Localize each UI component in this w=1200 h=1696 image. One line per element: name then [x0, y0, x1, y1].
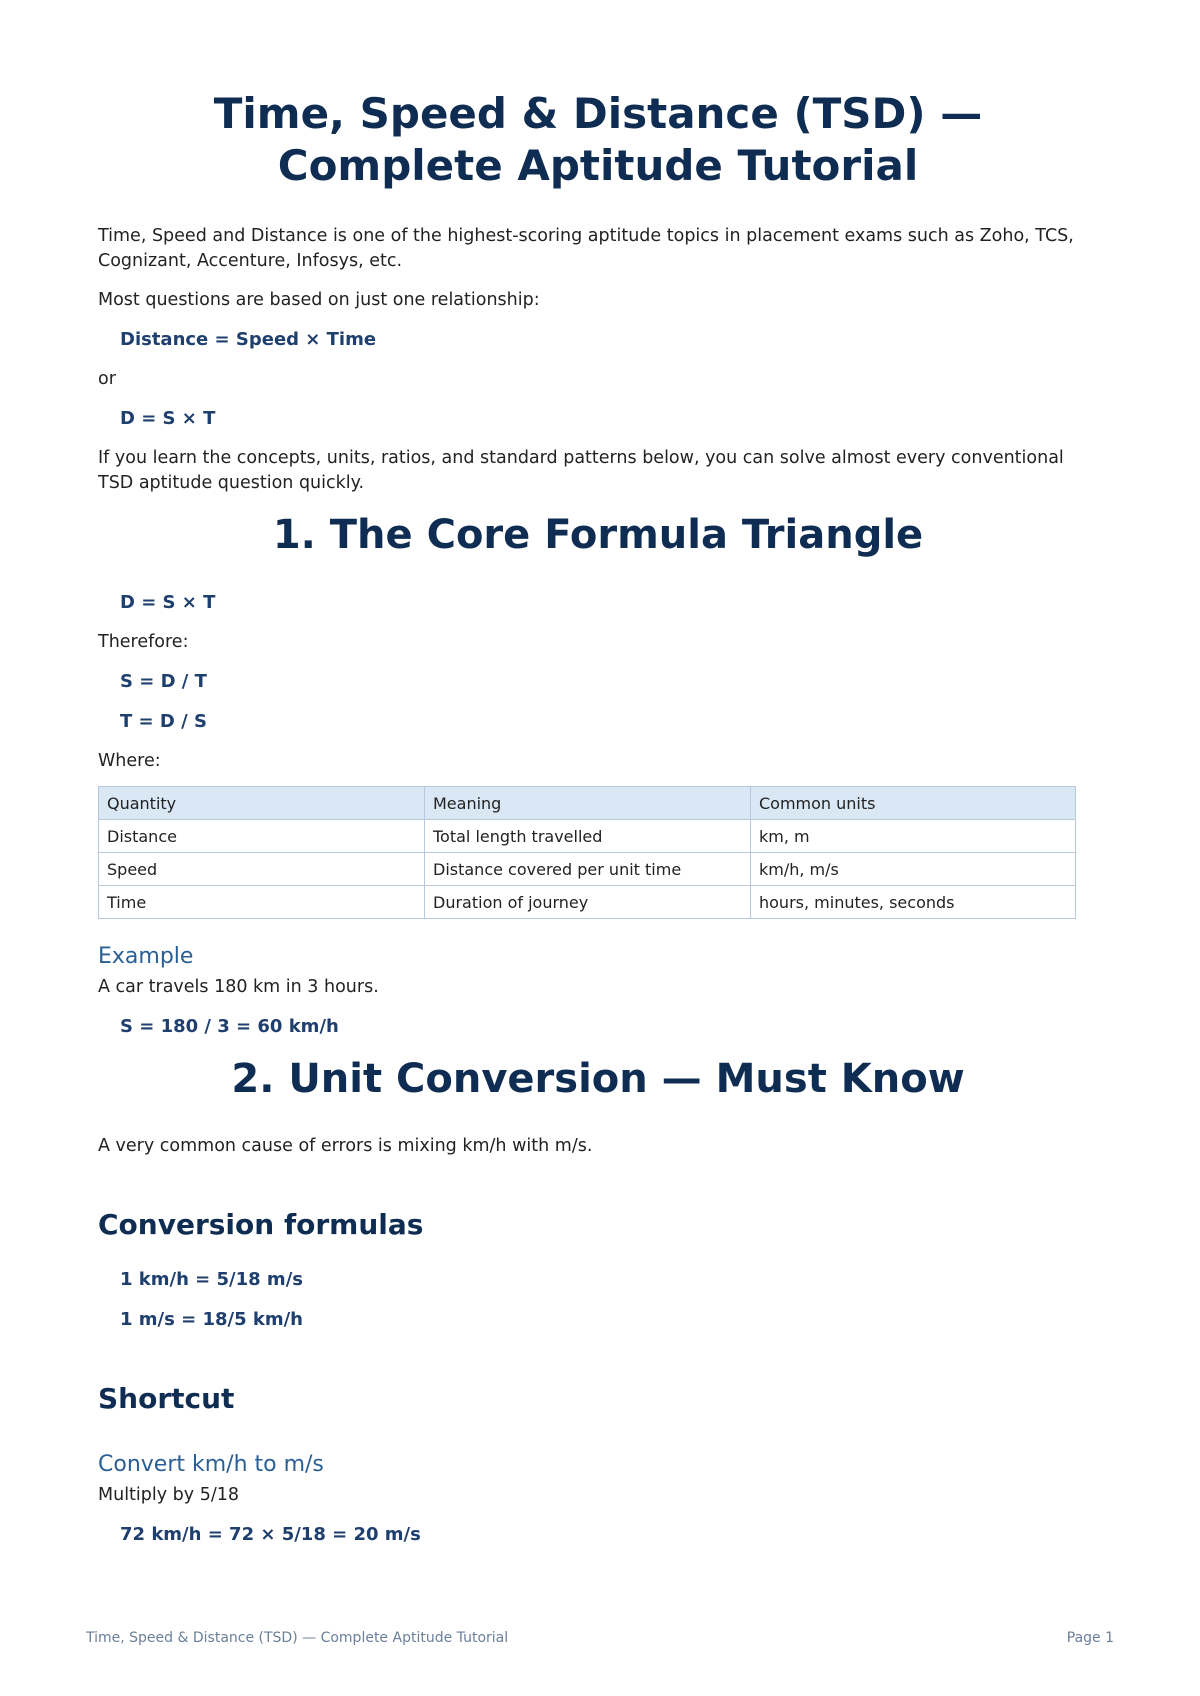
- table-cell: km/h, m/s: [751, 853, 1076, 886]
- shortcut-heading: Shortcut: [98, 1382, 235, 1415]
- or-text: or: [98, 369, 116, 389]
- section-2-intro: A very common cause of errors is mixing km/h with m/s.: [98, 1136, 593, 1156]
- where-text: Where:: [98, 751, 161, 771]
- formula-speed: S = D / T: [120, 671, 207, 692]
- example-text: A car travels 180 km in 3 hours.: [98, 977, 379, 997]
- table-header-cell: Common units: [751, 787, 1076, 820]
- table-cell: Speed: [99, 853, 425, 886]
- footer-title: Time, Speed & Distance (TSD) — Complete Aptitude Tutorial: [86, 1630, 509, 1646]
- table-cell: Distance: [99, 820, 425, 853]
- intro-closing-paragraph: If you learn the concepts, units, ratios, and standard patterns below, you can solve almost every conventional TSD aptitude question quickly.: [98, 448, 1064, 493]
- example-heading: Example: [98, 944, 194, 969]
- intro-paragraph: Time, Speed and Distance is one of the highest-scoring aptitude topics in placement exams such as Zoho, TCS, Cognizant, Accenture, Infosys, etc.: [98, 226, 1074, 271]
- example-formula: S = 180 / 3 = 60 km/h: [120, 1016, 339, 1037]
- intro-relationship-text: Most questions are based on just one relationship:: [98, 290, 540, 310]
- formula-kmh-to-ms: 1 km/h = 5/18 m/s: [120, 1269, 303, 1290]
- quantities-table: [98, 786, 1076, 919]
- multiply-text: Multiply by 5/18: [98, 1485, 239, 1505]
- formula-time: T = D / S: [120, 711, 207, 732]
- table-cell: Distance covered per unit time: [425, 853, 751, 886]
- table-cell: Duration of journey: [425, 886, 751, 919]
- formula-d-main: D = S × T: [120, 592, 216, 613]
- page-number: Page 1: [1066, 1630, 1114, 1646]
- table-header-cell: Quantity: [99, 787, 425, 820]
- table-row: [99, 853, 1076, 886]
- formula-ms-to-kmh: 1 m/s = 18/5 km/h: [120, 1309, 303, 1330]
- section-2-heading: 2. Unit Conversion — Must Know: [231, 1056, 965, 1102]
- section-1-heading: 1. The Core Formula Triangle: [272, 512, 924, 558]
- convert-kmh-to-ms-heading: Convert km/h to m/s: [98, 1452, 324, 1477]
- table-cell: Total length travelled: [425, 820, 751, 853]
- page-content: [98, 88, 1098, 1562]
- formula-distance-words: Distance = Speed × Time: [120, 329, 377, 350]
- table-cell: Time: [99, 886, 425, 919]
- conversion-formulas-heading: Conversion formulas: [98, 1208, 424, 1241]
- document-title: Time, Speed & Distance (TSD) — Complete Aptitude Tutorial: [213, 89, 983, 190]
- table-cell: km, m: [751, 820, 1076, 853]
- table-row: [99, 886, 1076, 919]
- table-header-cell: Meaning: [425, 787, 751, 820]
- therefore-text: Therefore:: [98, 632, 189, 652]
- conversion-example-formula: 72 km/h = 72 × 5/18 = 20 m/s: [120, 1524, 421, 1545]
- table-header-row: [99, 787, 1076, 820]
- formula-dst-symbols: D = S × T: [120, 408, 216, 429]
- table-cell: hours, minutes, seconds: [751, 886, 1076, 919]
- table-row: [99, 820, 1076, 853]
